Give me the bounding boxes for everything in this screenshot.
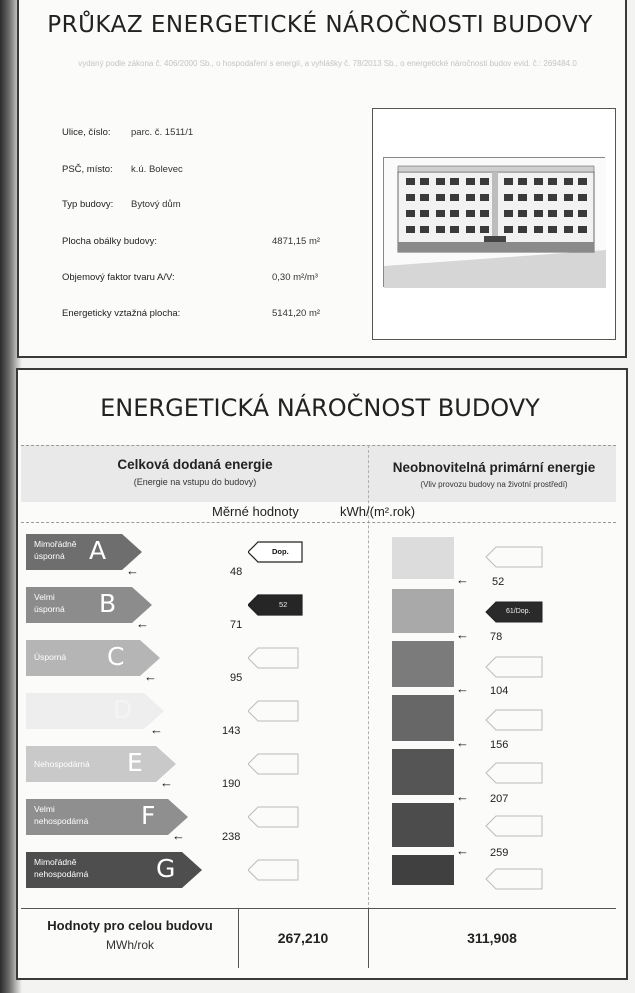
right-value-b: 78	[490, 631, 503, 643]
class-g-label1: Mimořádně	[34, 857, 77, 867]
marker-a-text: Dop.	[272, 547, 289, 556]
left-arrow-b: ←	[136, 616, 149, 631]
right-arrow-f: ←	[456, 843, 469, 858]
class-d-letter: D	[113, 695, 133, 724]
right-arrow-c: ←	[456, 681, 469, 696]
building-photo-icon	[383, 157, 605, 287]
empty-tag-c	[248, 648, 298, 668]
empty-tag-g	[248, 860, 298, 880]
delivered-energy-subtitle: (Energie na vstupu do budovy)	[133, 477, 257, 487]
shape-factor-label: Objemový faktor tvaru A/V:	[62, 272, 175, 283]
reference-area-value: 5141,20 m²	[272, 308, 321, 319]
empty-tag-e	[248, 754, 298, 774]
marker-b-text: 52	[279, 600, 288, 609]
right-value-c: 104	[490, 685, 509, 697]
right-arrow-d: ←	[456, 735, 469, 750]
right-empty-tag-f	[486, 816, 542, 836]
street-label: Ulice, číslo:	[62, 127, 111, 138]
left-value-c: 95	[230, 672, 243, 684]
right-arrow-b: ←	[456, 627, 469, 642]
class-a-label1: Mimořádně	[34, 539, 77, 549]
right-empty-tag-e	[486, 763, 542, 783]
left-arrow-c: ←	[144, 669, 157, 684]
certificate-title: PRŮKAZ ENERGETICKÉ NÁROČNOSTI BUDOVY	[47, 12, 593, 38]
zip-label: PSČ, místo:	[62, 164, 113, 175]
right-block-f	[392, 803, 454, 847]
envelope-area-value: 4871,15 m²	[272, 236, 321, 247]
left-arrow-d: ←	[150, 722, 163, 737]
left-arrow-a: ←	[126, 563, 139, 578]
left-value-f: 238	[222, 831, 241, 843]
envelope-area-label: Plocha obálky budovy:	[62, 236, 158, 247]
class-g-letter: G	[156, 854, 176, 883]
class-c-letter: C	[107, 642, 125, 671]
left-value-e: 190	[222, 778, 241, 790]
class-f-label2: nehospodárná	[34, 816, 89, 826]
right-value-e: 207	[490, 793, 509, 805]
footer-col-divider-2	[368, 908, 369, 968]
class-f-letter: F	[141, 801, 156, 830]
class-a-label2: úsporná	[34, 551, 65, 561]
building-photo-frame	[372, 108, 616, 340]
header-top-divider	[21, 445, 616, 446]
right-marker-b-text: 61/Dop.	[506, 608, 531, 615]
shape-factor-value: 0,30 m²/m³	[272, 272, 318, 283]
left-value-d: 143	[222, 725, 241, 737]
footer-right-value: 311,908	[467, 930, 517, 946]
certificate-subtitle: vydaný podle zákona č. 406/2000 Sb., o hospodaření s energií, a vyhlášky č. 78/2013 Sb., o energetické náročnosti budov evid. č.: 269484.0	[78, 59, 577, 68]
units-label: kWh/(m².rok)	[340, 504, 416, 519]
specific-values-divider	[21, 522, 616, 523]
footer-col-divider-1	[238, 908, 239, 968]
class-e-label: Nehospodárná	[34, 759, 90, 769]
right-block-e	[392, 749, 454, 795]
building-type-label: Typ budovy:	[62, 199, 114, 210]
footer-divider	[21, 908, 616, 909]
primary-energy-scale	[390, 535, 460, 887]
class-b-letter: B	[99, 589, 117, 618]
primary-energy-subtitle: (Vliv provozu budovy na životní prostředí)	[420, 480, 568, 489]
class-c-label: Úsporná	[34, 652, 67, 662]
empty-tag-d	[248, 701, 298, 721]
right-block-d	[392, 695, 454, 741]
right-block-b	[392, 589, 454, 633]
class-a-letter: A	[89, 536, 107, 565]
left-arrow-f: ←	[172, 828, 185, 843]
specific-values-label: Měrné hodnoty	[212, 504, 299, 519]
left-arrow-e: ←	[160, 775, 173, 790]
class-e-letter: E	[127, 748, 143, 777]
primary-energy-title: Neobnovitelná primární energie	[392, 460, 596, 475]
class-b-label1: Velmi	[34, 592, 55, 602]
right-arrow-a: ←	[456, 572, 469, 587]
right-empty-tag-d	[486, 710, 542, 730]
class-b-label2: úsporná	[34, 604, 65, 614]
left-value-b: 71	[230, 619, 243, 631]
left-value-a: 48	[230, 566, 243, 578]
right-empty-tag-c	[486, 657, 542, 677]
street-value: parc. č. 1511/1	[131, 127, 194, 138]
footer-unit: MWh/rok	[106, 938, 154, 952]
right-value-f: 259	[490, 847, 509, 859]
marker-b-tag	[248, 595, 302, 615]
right-value-d: 156	[490, 739, 509, 751]
delivered-energy-title: Celková dodaná energie	[117, 457, 273, 472]
right-block-c	[392, 641, 454, 687]
right-empty-tag-g	[486, 869, 542, 889]
footer-label: Hodnoty pro celou budovu	[47, 918, 213, 933]
right-arrow-e: ←	[456, 789, 469, 804]
class-f-label1: Velmi	[34, 804, 55, 814]
right-empty-tag-a	[486, 547, 542, 567]
footer-left-value: 267,210	[277, 930, 329, 946]
building-type-value: Bytový dům	[131, 199, 181, 210]
class-d-bar	[26, 693, 164, 729]
zip-value: k.ú. Bolevec	[131, 164, 183, 175]
energy-rating-title: ENERGETICKÁ NÁROČNOST BUDOVY	[100, 394, 540, 422]
class-g-label2: nehospodárná	[34, 869, 89, 879]
primary-energy-markers	[484, 545, 544, 890]
reference-area-label: Energeticky vztažná plocha:	[62, 308, 181, 319]
right-block-g	[392, 855, 454, 885]
delivered-energy-markers	[248, 540, 304, 900]
right-block-a	[392, 537, 454, 579]
empty-tag-f	[248, 807, 298, 827]
right-value-a: 52	[492, 576, 505, 588]
